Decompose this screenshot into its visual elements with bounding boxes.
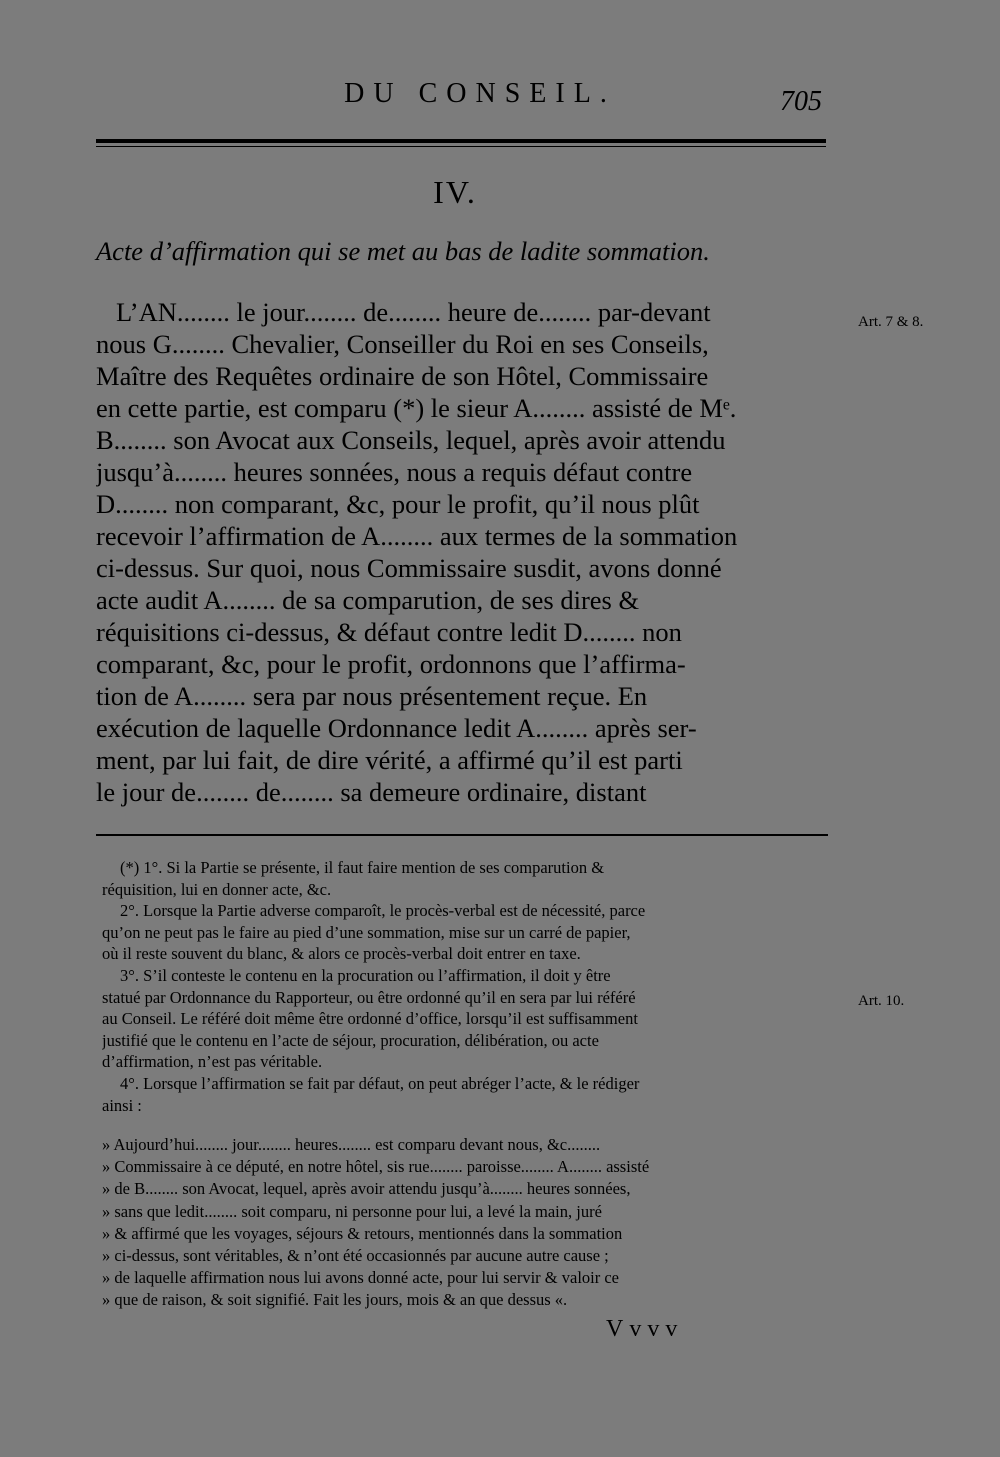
footnote-line: (*) 1°. Si la Partie se présente, il faut faire mention de ses comparution & <box>120 858 605 877</box>
sample-act-quote <box>102 1134 832 1312</box>
body-line: exécution de laquelle Ordonnance ledit A........ après ser- <box>96 713 697 743</box>
page-number: 705 <box>780 86 822 117</box>
footnote-line: 2°. Lorsque la Partie adverse comparoît, le procès-verbal est de nécessité, parce <box>120 901 646 921</box>
footnote-line: réquisition, lui en donner acte, &c. <box>102 879 332 899</box>
footnotes <box>102 857 832 1116</box>
section-number: IV. <box>433 174 477 210</box>
margin-note: Art. 10. <box>858 993 905 1009</box>
header-rule-thin <box>96 146 826 147</box>
running-head: DU CONSEIL. <box>344 78 616 109</box>
quote-line: » ci-dessus, sont véritables, & n’ont été occasionnés par aucune autre cause ; <box>102 1245 609 1265</box>
footnote-separator <box>96 834 828 836</box>
quote-line: » & affirmé que les voyages, séjours & retours, mentionnés dans la sommation <box>102 1223 623 1243</box>
header-rule-thick <box>96 139 826 143</box>
body-line: réquisitions ci-dessus, & défaut contre ledit D........ non <box>96 617 682 647</box>
footnote-line: ainsi : <box>102 1095 142 1115</box>
body-line: L’AN........ le jour........ de........ heure de........ par-devant <box>116 297 711 327</box>
footnote-line: où il reste souvent du blanc, & alors ce procès-verbal doit entrer en taxe. <box>102 944 581 964</box>
signature-mark: Vvvv <box>606 1316 684 1342</box>
body-line: nous G........ Chevalier, Conseiller du Roi en ses Conseils, <box>96 329 709 359</box>
quote-line: » de laquelle affirmation nous lui avons donné acte, pour lui servir & valoir ce <box>102 1268 620 1288</box>
body-line: B........ son Avocat aux Conseils, lequel, après avoir attendu <box>96 425 726 455</box>
margin-note: Art. 7 & 8. <box>858 314 924 330</box>
body-line: recevoir l’affirmation de A........ aux termes de la sommation <box>96 521 738 551</box>
footnote-line: au Conseil. Le référé doit même être ordonné d’office, lorsqu’il est suffisamment <box>102 1009 638 1029</box>
body-line: comparant, &c, pour le profit, ordonnons que l’affirma- <box>96 649 686 679</box>
body-line: Maître des Requêtes ordinaire de son Hôtel, Commissaire <box>96 361 709 391</box>
quote-line: » de B........ son Avocat, lequel, après avoir attendu jusqu’à........ heures sonnées, <box>102 1179 631 1199</box>
footnote-line: 4°. Lorsque l’affirmation se fait par défaut, on peut abréger l’acte, & le rédiger <box>120 1073 640 1093</box>
body-line: le jour de........ de........ sa demeure ordinaire, distant <box>96 777 647 807</box>
body-text <box>96 296 832 808</box>
footnote-line: qu’on ne peut pas le faire au pied d’une sommation, mise sur un carré de papier, <box>102 922 631 942</box>
body-line: acte audit A........ de sa comparution, de ses dires & <box>96 585 640 615</box>
body-line: ment, par lui fait, de dire vérité, a affirmé qu’il est parti <box>96 745 683 775</box>
body-line: ci-dessus. Sur quoi, nous Commissaire susdit, avons donné <box>96 553 722 583</box>
body-line: jusqu’à........ heures sonnées, nous a requis défaut contre <box>96 457 693 487</box>
body-line: en cette partie, est comparu (*) le sieur A........ assisté de Mᵉ. <box>96 393 737 423</box>
quote-line: » que de raison, & soit signifié. Fait les jours, mois & an que dessus «. <box>102 1290 568 1310</box>
quote-line: » Commissaire à ce député, en notre hôtel, sis rue........ paroisse........ A........ assisté <box>102 1157 650 1177</box>
footnote-line: justifié que le contenu en l’acte de séjour, procuration, délibération, ou acte <box>102 1030 599 1050</box>
body-line: D........ non comparant, &c, pour le profit, qu’il nous plût <box>96 489 700 519</box>
footnote-line: d’affirmation, n’est pas véritable. <box>102 1052 323 1072</box>
quote-line: » sans que ledit........ soit comparu, ni personne pour lui, a levé la main, juré <box>102 1201 602 1221</box>
quote-line: » Aujourd’hui........ jour........ heures........ est comparu devant nous, &c........ <box>102 1135 601 1154</box>
footnote-line: 3°. S’il conteste le contenu en la procuration ou l’affirmation, il doit y être <box>120 965 611 985</box>
section-title: Acte d’affirmation qui se met au bas de ladite sommation. <box>96 236 710 266</box>
body-line: tion de A........ sera par nous présentement reçue. En <box>96 681 648 711</box>
footnote-line: statué par Ordonnance du Rapporteur, ou être ordonné qu’il en sera par lui référé <box>102 987 636 1007</box>
